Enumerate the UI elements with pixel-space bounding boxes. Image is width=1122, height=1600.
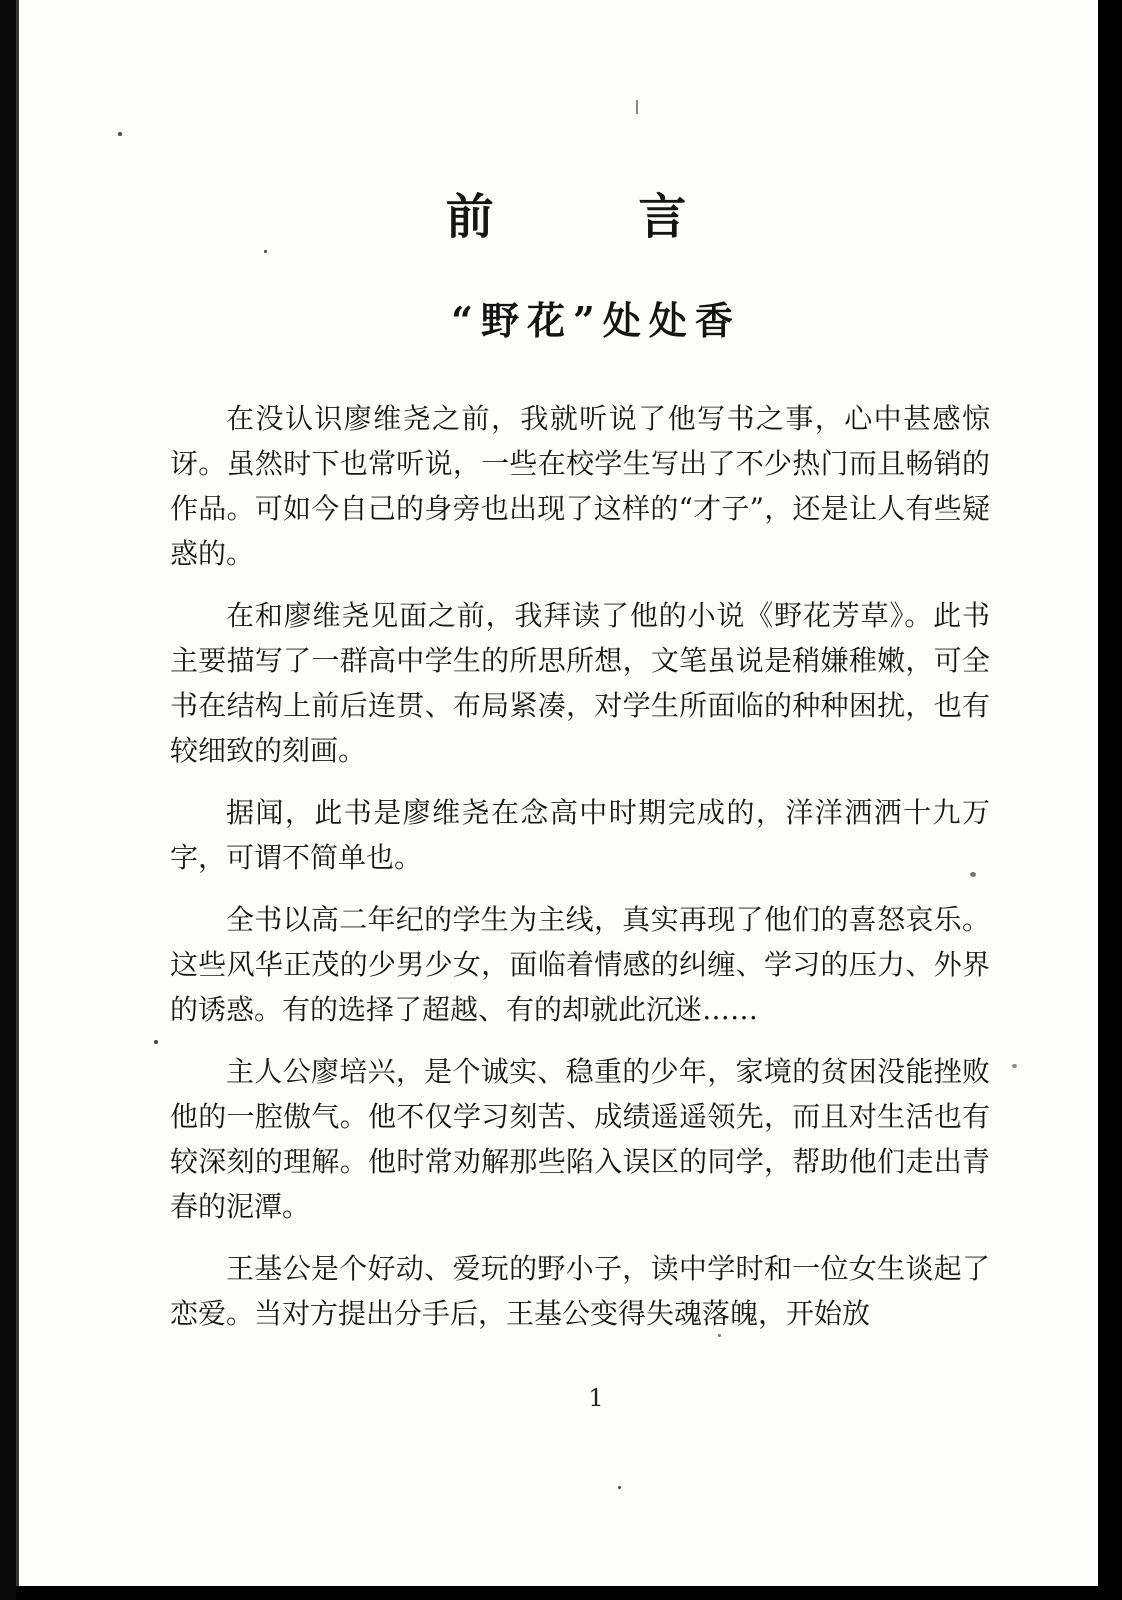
page-subtitle: “野花”处处香 xyxy=(451,298,741,343)
scan-speck xyxy=(264,250,267,253)
scan-speck xyxy=(118,132,122,136)
scan-speck xyxy=(970,872,976,877)
paragraph: 在和廖维尧见面之前，我拜读了他的小说《野花芳草》。此书主要描写了一群高中学生的所思所想，文笔虽说是稍嫌稚嫩，可全书在结构上前后连贯、布局紧凑，对学生所面临的种种困扰，也有较细致的刻画。 xyxy=(170,599,990,767)
paragraph: 在没认识廖维尧之前，我就听说了他写书之事，心中甚感惊讶。虽然时下也常听说，一些在校学生写出了不少热门而且畅销的作品。可如今自己的身旁也出现了这样的“才子”，还是让人有些疑惑的。 xyxy=(170,402,990,570)
paragraph: 全书以高二年纪的学生为主线，真实再现了他们的喜怒哀乐。这些风华正茂的少男少女，面临着情感的纠缠、学习的压力、外界的诱惑。有的选择了超越、有的却就此沉迷…… xyxy=(170,903,990,1026)
scan-left-border xyxy=(0,0,16,1600)
paragraph: 主人公廖培兴，是个诚实、稳重的少年，家境的贫困没能挫败他的一腔傲气。他不仅学习刻苦、成绩遥遥领先，而且对生活也有较深刻的理解。他时常劝解那些陷入误区的同学，帮助他们走出青春的泥潭。 xyxy=(170,1055,990,1223)
scan-speck xyxy=(618,1486,621,1489)
scan-speck xyxy=(718,1334,721,1337)
body-text xyxy=(170,396,990,1353)
paragraph: 据闻，此书是廖维尧在念高中时期完成的，洋洋洒洒十九万字，可谓不简单也。 xyxy=(170,796,990,874)
scan-speck xyxy=(154,1040,158,1044)
book-page xyxy=(16,0,1098,1586)
scan-speck xyxy=(1012,1064,1017,1068)
scan-speck xyxy=(636,100,638,114)
paragraph: 王基公是个好动、爱玩的野小子，读中学时和一位女生谈起了恋爱。当对方提出分手后，王基公变得失魂落魄，开始放 xyxy=(170,1252,990,1330)
page-number: 1 xyxy=(588,1384,604,1412)
page-title: 前 言 xyxy=(445,189,751,245)
